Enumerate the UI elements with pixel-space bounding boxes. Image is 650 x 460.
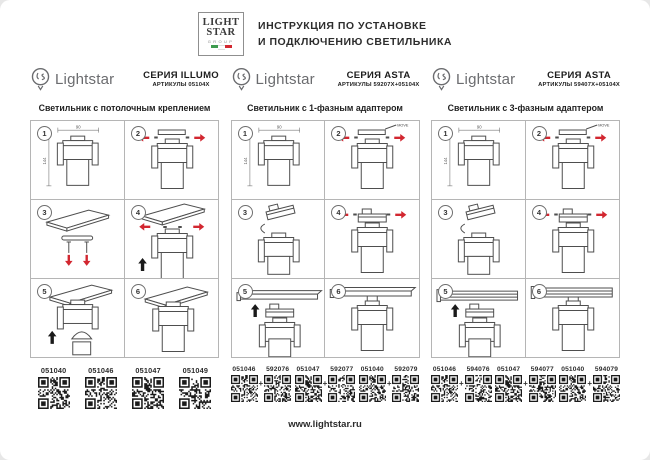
svg-text:144: 144 xyxy=(242,157,248,165)
article-code: 051049 xyxy=(182,366,209,375)
plus-sign: + xyxy=(258,379,264,388)
title-line-1: ИНСТРУКЦИЯ ПО УСТАНОВКЕ xyxy=(258,19,427,32)
step-number: 5 xyxy=(238,284,253,299)
step-6 xyxy=(325,279,419,357)
qr-code xyxy=(328,375,355,402)
step-1 xyxy=(232,121,326,200)
article-code: 051046 xyxy=(432,366,457,373)
step-2 xyxy=(526,121,620,200)
article-numbers: АРТИКУЛЫ 59207X+05104X xyxy=(337,82,420,88)
qr-code xyxy=(495,375,522,402)
qr-codes-row xyxy=(431,366,620,402)
column-subtitle: Светильник с 1-фазным адаптером xyxy=(247,103,403,113)
article-code: 051047 xyxy=(135,366,161,375)
italian-flag-icon xyxy=(211,45,232,50)
step-number: 6 xyxy=(131,284,146,299)
step-3 xyxy=(232,200,326,279)
step-number: 4 xyxy=(532,205,547,220)
svg-text:90: 90 xyxy=(75,124,81,130)
brand-row xyxy=(231,64,420,94)
qr-item xyxy=(559,366,586,402)
step-number: 3 xyxy=(438,205,453,220)
step-1 xyxy=(31,121,125,200)
qr-code xyxy=(559,375,586,402)
qr-item xyxy=(231,366,258,402)
qr-item xyxy=(529,366,556,402)
article-code: 051047 xyxy=(296,366,320,373)
step-number: 4 xyxy=(331,205,346,220)
qr-pair xyxy=(359,366,420,402)
qr-code xyxy=(264,375,291,402)
steps-grid xyxy=(231,120,420,358)
article-code: 051040 xyxy=(40,366,67,375)
svg-text:MOVE: MOVE xyxy=(397,123,409,128)
article-numbers: АРТИКУЛЫ 59407X+05104X xyxy=(538,82,620,88)
article-code: 051040 xyxy=(561,366,585,373)
qr-item xyxy=(495,366,522,402)
column-subtitle: Светильник с 3-фазным адаптером xyxy=(447,103,604,113)
steps-grid xyxy=(30,120,219,358)
qr-pair xyxy=(495,366,556,402)
qr-item xyxy=(132,366,164,409)
qr-code xyxy=(431,375,458,402)
qr-item xyxy=(392,366,419,402)
step-6 xyxy=(125,279,219,357)
step-4 xyxy=(526,200,620,279)
step-1 xyxy=(432,121,526,200)
lightstar-group-logo xyxy=(198,12,244,56)
qr-code xyxy=(295,375,322,402)
header xyxy=(0,0,650,58)
qr-code xyxy=(529,375,556,402)
article-numbers: АРТИКУЛЫ 05104X xyxy=(152,82,210,88)
qr-pair xyxy=(231,366,292,402)
qr-pair xyxy=(431,366,492,402)
columns-area xyxy=(0,58,650,409)
svg-text:144: 144 xyxy=(41,157,47,165)
article-code: 051047 xyxy=(497,366,521,373)
brand-row xyxy=(431,64,620,94)
qr-code xyxy=(392,375,419,402)
series-block xyxy=(538,70,620,88)
step-number: 1 xyxy=(438,126,453,141)
step-number: 3 xyxy=(37,205,52,220)
step-4 xyxy=(125,200,219,279)
svg-text:144: 144 xyxy=(442,157,448,165)
series-block xyxy=(143,70,219,88)
article-code: 592076 xyxy=(266,366,290,373)
logo-text-light: LIGHT xyxy=(202,17,240,29)
qr-code xyxy=(231,375,258,402)
qr-code xyxy=(593,375,620,402)
series-block xyxy=(338,70,420,88)
logo-text-group: GROUP xyxy=(207,38,235,44)
svg-text:MOVE: MOVE xyxy=(597,123,609,128)
article-code: 051040 xyxy=(360,366,384,373)
qr-code xyxy=(465,375,492,402)
step-number: 1 xyxy=(238,126,253,141)
step-5 xyxy=(432,279,526,357)
brand-name: Lightstar xyxy=(456,70,516,88)
qr-item xyxy=(264,366,291,402)
qr-item xyxy=(328,366,355,402)
step-number: 6 xyxy=(532,284,547,299)
svg-text:90: 90 xyxy=(276,124,282,130)
article-code: 594079 xyxy=(594,366,619,373)
website-url: www.lightstar.ru xyxy=(288,419,362,430)
step-5 xyxy=(232,279,326,357)
plus-sign: + xyxy=(459,379,464,388)
step-number: 1 xyxy=(37,126,52,141)
article-code: 051046 xyxy=(88,366,114,375)
steps-grid xyxy=(431,120,620,358)
footer xyxy=(0,419,650,430)
step-number: 6 xyxy=(331,284,346,299)
qr-code xyxy=(38,377,70,409)
step-number: 3 xyxy=(238,205,253,220)
step-6 xyxy=(526,279,620,357)
brand-name: Lightstar xyxy=(55,70,115,88)
qr-item xyxy=(179,366,211,409)
article-code: 051046 xyxy=(232,366,256,373)
series-name: СЕРИЯ ASTA xyxy=(346,70,411,81)
step-number: 2 xyxy=(331,126,346,141)
plus-sign: + xyxy=(523,379,528,388)
step-2 xyxy=(125,121,219,200)
column-illumo xyxy=(30,64,219,409)
qr-code xyxy=(359,375,386,402)
qr-pair xyxy=(559,366,620,402)
step-number: 2 xyxy=(131,126,146,141)
article-code: 594077 xyxy=(530,366,554,373)
qr-pair xyxy=(295,366,356,402)
plus-sign: + xyxy=(386,379,392,388)
qr-item xyxy=(465,366,492,402)
qr-codes-row xyxy=(231,366,420,402)
qr-codes-row xyxy=(30,366,219,409)
column-subtitle: Светильник с потолочным креплением xyxy=(38,103,211,113)
article-code: 592077 xyxy=(330,366,354,373)
logo-text-star: STAR xyxy=(206,27,236,38)
step-number: 2 xyxy=(532,126,547,141)
qr-item xyxy=(85,366,117,409)
column-asta-3phase xyxy=(431,64,620,409)
article-code: 594076 xyxy=(466,366,490,373)
svg-text:90: 90 xyxy=(476,124,482,130)
step-number: 5 xyxy=(37,284,52,299)
plus-sign: + xyxy=(322,379,328,388)
step-number: 4 xyxy=(131,205,146,220)
lightstar-bulb-icon xyxy=(431,67,452,91)
step-4 xyxy=(325,200,419,279)
step-2 xyxy=(325,121,419,200)
step-5 xyxy=(31,279,125,357)
series-name: СЕРИЯ ILLUMO xyxy=(143,70,219,81)
qr-code xyxy=(179,377,211,409)
step-number: 5 xyxy=(438,284,453,299)
qr-item xyxy=(431,366,458,402)
qr-item xyxy=(359,366,386,402)
qr-item xyxy=(593,366,620,402)
plus-sign: + xyxy=(587,379,592,388)
series-name: СЕРИЯ ASTA xyxy=(547,70,612,81)
title-line-2: И ПОДКЛЮЧЕНИЮ СВЕТИЛЬНИКА xyxy=(258,36,452,48)
article-code: 592079 xyxy=(394,366,418,373)
lightstar-bulb-icon xyxy=(231,67,252,91)
column-asta-1phase xyxy=(231,64,420,409)
qr-code xyxy=(85,377,117,409)
brand-row xyxy=(30,64,219,94)
qr-item xyxy=(38,366,70,409)
step-3 xyxy=(432,200,526,279)
brand-name: Lightstar xyxy=(255,70,315,88)
document-title xyxy=(258,18,452,51)
lightstar-bulb-icon xyxy=(30,67,51,91)
qr-code xyxy=(132,377,164,409)
qr-item xyxy=(295,366,322,402)
step-3 xyxy=(31,200,125,279)
